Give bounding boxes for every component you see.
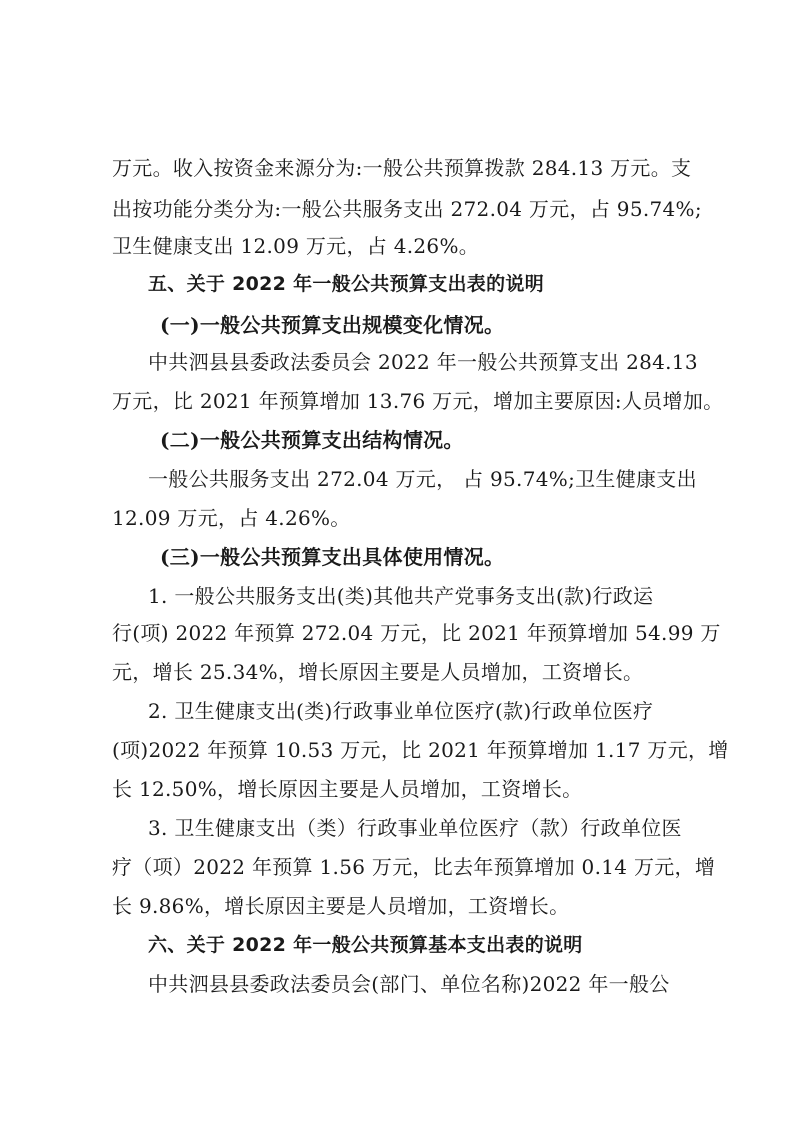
paragraph-line: 中共泗县县委政法委员会 2022 年一般公共预算支出 284.13 (148, 350, 698, 374)
subsection-heading: (一)一般公共预算支出规模变化情况。 (160, 313, 505, 337)
paragraph-line: 行(项) 2022 年预算 272.04 万元，比 2021 年预算增加 54.99 万 (112, 621, 721, 645)
paragraph-line: (项)2022 年预算 10.53 万元，比 2021 年预算增加 1.17 万元，增 (112, 738, 729, 762)
paragraph-line: 元，增长 25.34%，增长原因主要是人员增加，工资增长。 (112, 660, 644, 684)
paragraph-line: 3. 卫生健康支出（类）行政事业单位医疗（款）行政单位医 (148, 816, 682, 840)
paragraph-line: 2. 卫生健康支出(类)行政事业单位医疗(款)行政单位医疗 (148, 699, 654, 723)
paragraph-line: 出按功能分类分为:一般公共服务支出 272.04 万元，占 95.74%; (112, 197, 702, 221)
paragraph-line: 疗（项）2022 年预算 1.56 万元，比去年预算增加 0.14 万元，增 (112, 855, 716, 879)
section-heading: 六、关于 2022 年一般公共预算基本支出表的说明 (148, 934, 583, 956)
paragraph-line: 12.09 万元，占 4.26%。 (112, 506, 351, 530)
paragraph-line: 长 12.50%，增长原因主要是人员增加，工资增长。 (112, 777, 583, 801)
paragraph-line: 万元。收入按资金来源分为:一般公共预算拨款 284.13 万元。支 (112, 156, 692, 180)
paragraph-line: 1. 一般公共服务支出(类)其他共产党事务支出(款)行政运 (148, 584, 654, 608)
paragraph-line: 长 9.86%，增长原因主要是人员增加，工资增长。 (112, 894, 570, 918)
subsection-heading: (二)一般公共预算支出结构情况。 (160, 428, 464, 452)
paragraph-line: 卫生健康支出 12.09 万元，占 4.26%。 (112, 234, 480, 258)
section-heading: 五、关于 2022 年一般公共预算支出表的说明 (148, 273, 545, 295)
subsection-heading: (三)一般公共预算支出具体使用情况。 (160, 545, 505, 569)
paragraph-line: 一般公共服务支出 272.04 万元， 占 95.74%;卫生健康支出 (148, 467, 697, 491)
paragraph-line: 中共泗县县委政法委员会(部门、单位名称)2022 年一般公 (148, 972, 670, 996)
paragraph-line: 万元，比 2021 年预算增加 13.76 万元，增加主要原因:人员增加。 (112, 389, 724, 413)
